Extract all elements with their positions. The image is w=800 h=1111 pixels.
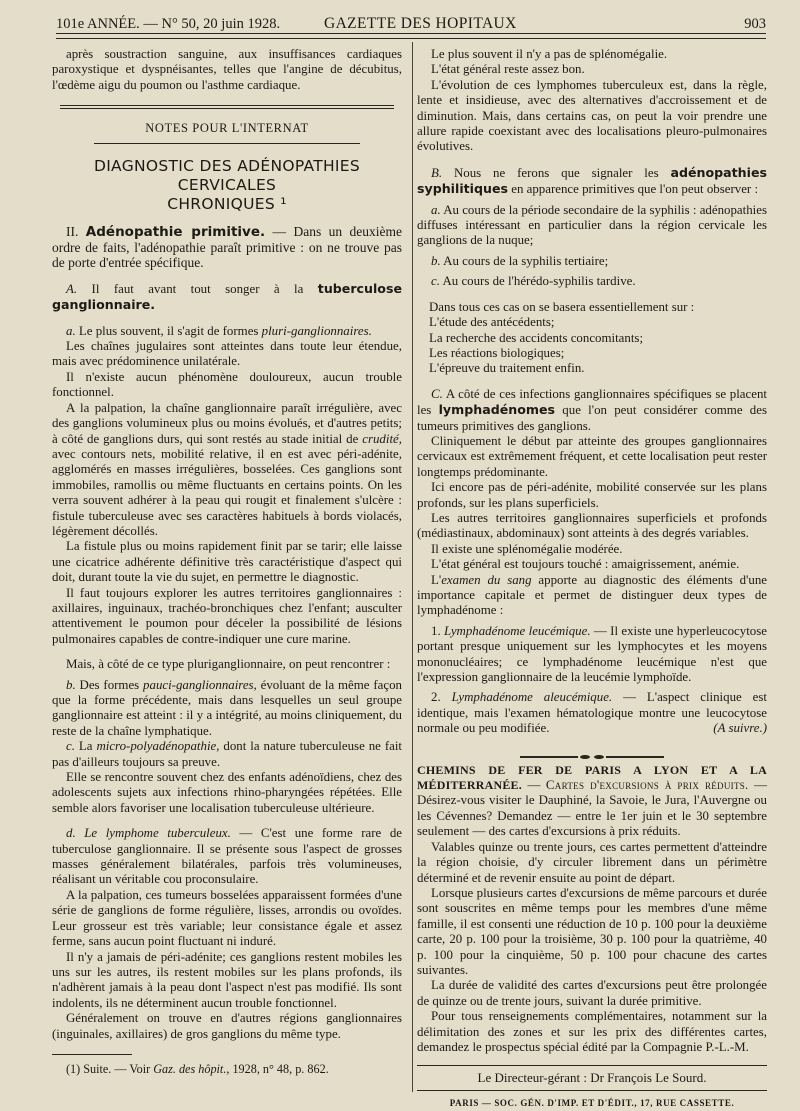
paragraph: L'état général est toujours touché : amaigrissement, anémie.	[431, 557, 740, 572]
section-name: Adénopathie primitive.	[85, 223, 266, 240]
footnote-italic: Gaz. des hôpit.,	[153, 1061, 230, 1076]
paragraph: Les autres territoires ganglionnaires superficiels et profonds (médiastinaux, abdominaux) sont atteints à des degrés variables.	[417, 510, 767, 541]
item-rc-label: c.	[431, 274, 440, 289]
item-1-text: — Il existe une hyperleucocytose portant presque uniquement sur les lymphocytes et les moyens mononucléaires; ce lymphadénome leucémique n'est que l'expression ganglionnaire de la leucémie lymphoïde.	[417, 623, 767, 685]
item-a-text: Le plus souvent, il s'agit de formes	[75, 323, 262, 338]
to-be-continued	[699, 721, 767, 736]
footnote-text: (1) Suite. — Voir	[66, 1061, 154, 1076]
paragraph: Elle se rencontre souvent chez des enfants adénoïdiens, chez des adolescents sujets aux infections rhino-pharyngées répétées. Elle semble alors favoriser une localisation tuberculeuse ultérieure.	[52, 770, 402, 815]
paragraph: Il existe une splénomégalie modérée.	[431, 541, 623, 556]
paragraph-italic: examen du sang	[441, 572, 532, 587]
item-b-label: b.	[66, 677, 76, 692]
railway-text: — Désirez-vous visiter le Dauphiné, la Savoie, le Jura, l'Auvergne ou les Cévennes? Demandez — entre le 1er juin et le 30 septembre seulement — des cartes d'excursions à prix réduits.	[417, 778, 767, 839]
right-column	[417, 47, 767, 1111]
item-a-label: a.	[66, 323, 76, 338]
subsection-b-bold: adénopathies syphilitiques	[417, 164, 767, 197]
paragraph: Ici encore pas de péri-adénite, mobilité conservée sur les plans profonds, sur les plans superficiels.	[417, 480, 767, 510]
subsection-b	[417, 165, 767, 198]
subsection-c-bold: lymphadénomes	[438, 402, 556, 418]
paragraph: Il faut toujours explorer les autres territoires ganglionnaires : axillaires, inguinaux, trachéo-bronchiques chez l'enfant; ausculter attentivement le poumon pour déceler la possibilité de lésions pulmonaires capables de contre-indiquer une cure marine.	[52, 585, 402, 646]
item-d-italic: Le lymphome tuberculeux.	[84, 826, 231, 841]
paragraph: La durée de validité des cartes d'excursions peut être prolongée de quinze ou de trente jours, suivant la durée primitive.	[417, 978, 767, 1008]
director-rule	[417, 1090, 767, 1091]
item-rb	[417, 254, 767, 269]
paragraph	[52, 401, 402, 540]
railway-subtitle: Cartes d'excursions à prix réduits.	[545, 778, 749, 793]
item-1-italic: Lymphadénome leucémique.	[444, 623, 591, 638]
director-line	[417, 1065, 767, 1085]
footnote-text: 1928, n° 48, p. 862.	[229, 1061, 329, 1076]
paragraph: Il n'existe aucun phénomène douloureux, aucun trouble fonctionnel.	[52, 369, 402, 400]
list-item: L'étude des antécédents;	[429, 315, 555, 330]
paragraph-italic: crudité	[362, 431, 399, 446]
notes-underline	[94, 143, 360, 144]
notes-top-rule-wrap	[52, 105, 402, 143]
page-number: 903	[744, 16, 766, 32]
railway-title: CHEMINS DE FER DE PARIS A LYON ET A LA MÉDITERRANÉE.	[417, 762, 767, 793]
subsection-b-text: Nous ne ferons que signaler les	[442, 165, 671, 180]
item-a	[52, 324, 402, 339]
column-divider	[412, 42, 413, 1092]
paragraph: Valables quinze ou trente jours, ces cartes permettent d'atteindre la région choisie, d'y circuler librement dans un périmètre déterminé et de revenir ensuite au point de départ.	[417, 839, 767, 885]
paragraph: L'évolution de ces lymphomes tuberculeux est, dans la règle, lente et insidieuse, avec des alternatives d'accroissement et de diminution. Mais, dans certains cas, on peut la voir prendre une allure rapide coexistant avec des localisations pleuro-pulmonaires évolutives.	[417, 77, 767, 154]
subsection-b-label: B.	[431, 165, 443, 180]
paragraph: La fistule plus ou moins rapidement finit par se tarir; elle laisse une cicatrice adhérente définitive très caractéristique d'aspect qui doit, durant toute la vie du sujet, en permettre le diagnostic.	[52, 539, 402, 585]
subsection-a-bold: tuberculose ganglionnaire.	[52, 280, 402, 313]
item-2-num: 2.	[431, 690, 441, 705]
item-ra	[417, 203, 767, 249]
item-d-text: — C'est une forme rare de tuberculose ganglionnaire. Il se présente sous l'aspect de grosses masses généralement bilatérales, parfois très volumineuses, réalisant un véritable cou proconsulaire.	[52, 826, 402, 887]
paragraph-text: , avec contours nets, mobilité relative, il en est avec péri-adénite, agglomérés en masses irrégulières, bosselées. Ces ganglions sont immobiles, ramollis ou même fluctuants en certains points. On les verra souvent adhérer à la peau qui rougit et finalement s'ulcère : fistule tuberculeuse avec ses caractères habituels à bords violacés, légèrement décollés.	[52, 431, 402, 538]
item-2-italic: Lymphadénome aleucémique.	[451, 690, 613, 705]
item-b-text: évoluant de la même façon que la forme précédente, mais dans lesquelles un seul groupe ganglionnaire est atteint : il y a intégrité, au moins cliniquement, du reste de la chaîne lymphatique.	[52, 677, 402, 738]
paragraph: Les chaînes jugulaires sont atteintes dans toute leur étendue, mais avec prédominence unilatérale.	[52, 339, 402, 369]
item-a-italic: pluri-ganglionnaires.	[261, 323, 372, 338]
subsection-c-text: A côté de ces infections ganglionnaires spécifiques se placent les	[417, 386, 767, 418]
director-text: Le Directeur-gérant : Dr François Le Sourd.	[477, 1070, 707, 1086]
list-item: Dans tous ces cas on se basera essentiellement sur :	[429, 299, 695, 314]
notes-title: NOTES POUR L'INTERNAT	[145, 121, 309, 136]
item-rb-text: Au cours de la syphilis tertiaire;	[440, 253, 609, 268]
subsection-c	[417, 387, 767, 434]
article-title-line-2: CHRONIQUES ¹	[167, 194, 287, 213]
item-c-text: La	[74, 739, 97, 754]
paragraph: L'état général reste assez bon.	[431, 62, 585, 77]
left-column	[52, 47, 402, 1077]
paragraph: Généralement on trouve en d'autres régions ganglionnaires (inguinales, axillaires) de gros ganglions du même type.	[52, 1011, 402, 1041]
to-be-continued-text: (A suivre.)	[713, 721, 767, 736]
item-ra-text: Au cours de la période secondaire de la syphilis : adénopathies diffuses intéressant en particulier dans la région cervicale les ganglions de la nuque;	[417, 202, 767, 248]
paragraph: Le plus souvent il n'y a pas de splénomégalie.	[431, 47, 668, 61]
item-rc	[417, 274, 767, 289]
item-d-label: d.	[66, 826, 76, 841]
paragraph: Lorsque plusieurs cartes d'excursions de même parcours et durée sont souscrites en même temps pour les membres d'une même famille, il est consenti une réduction de 10 p. 100 pour la deuxième carte, 20 p. 100 pour la troisième, 30 p. 100 pour la quatrième, 40 p. 100 pour la cinquième, 50 p. 100 pour chacune des cartes suivantes.	[417, 885, 767, 977]
subsection-a	[52, 281, 402, 314]
issue-info: 101e ANNÉE. — N° 50, 20 juin 1928.	[56, 16, 281, 32]
subsection-b-text: en apparence primitives que l'on peut observer :	[508, 182, 759, 197]
paragraph	[417, 573, 767, 619]
subsection-c-label: C.	[431, 386, 443, 401]
item-c-italic: micro-polyadénopathie,	[96, 739, 220, 754]
paragraph-text: apporte au diagnostic des éléments d'une importance capitale et permet de distinguer deux types de lymphadénome :	[417, 572, 767, 618]
article-title	[52, 157, 402, 214]
paragraph-text: L'	[431, 572, 442, 587]
notes-rule	[60, 105, 394, 109]
criteria-list	[417, 300, 767, 377]
item-rc-text: Au cours de l'hérédo-syphilis tardive.	[439, 274, 636, 289]
railway-notice: CHEMINS DE FER DE PARIS A LYON ET A LA MÉDITERRANÉE. — Cartes d'excursions à prix réduits. — Désirez-vous visiter le Dauphiné, la Savoie, le Jura, l'Auvergne ou les Cévennes? Demandez — entre le 1er juin et le 30 septembre seulement — des cartes d'excursions à prix réduits.	[417, 762, 767, 839]
item-b	[52, 678, 402, 740]
item-b-text: Des formes	[75, 677, 144, 692]
item-ra-label: a.	[431, 202, 441, 217]
section-number: II.	[66, 223, 79, 239]
section-ornament	[417, 749, 767, 755]
paragraph: Mais, à côté de ce type pluriganglionnaire, on peut rencontrer :	[66, 657, 391, 672]
subsection-a-text: Il faut avant tout songer à la	[77, 281, 318, 296]
footnote-rule	[52, 1054, 132, 1055]
item-c-text: dont la nature tuberculeuse ne fait pas d'ailleurs toujours sa preuve.	[52, 739, 403, 769]
paragraph: A la palpation, ces tumeurs bosselées apparaissent formées d'une série de ganglions de forme régulière, lisses, arrondis ou ovoïdes. Leur grosseur est très variable; leur consistance égale et assez ferme, sans aucun point fluctuant ni induré.	[52, 887, 402, 949]
list-item: Les réactions biologiques;	[429, 345, 565, 360]
article-title-line-1: DIAGNOSTIC DES ADÉNOPATHIES CERVICALES	[93, 156, 361, 194]
paragraph: Il n'y a jamais de péri-adénite; ces ganglions restent mobiles les uns sur les autres, ils restent mobiles sur les plans profonds, ils n'adhèrent jamais à la peau dont l'aspect n'est pas modifié. Ils sont indolents, ils ne déterminent aucun trouble fonctionnel.	[52, 949, 402, 1010]
item-2	[417, 690, 767, 736]
item-c-label: c.	[66, 739, 75, 754]
footnote	[52, 1062, 402, 1077]
item-1-num: 1.	[431, 623, 441, 638]
publication-title: GAZETTE DES HOPITAUX	[324, 15, 517, 32]
paragraph-text: A la palpation, la chaîne ganglionnaire paraît irrégulière, avec des ganglions volumineux plus ou moins évolués, et d'autres petits; à côté de ganglions durs, qui sont restés au stade initial de	[52, 400, 402, 446]
item-b-italic: pauci-ganglionnaires,	[143, 677, 257, 692]
printer-line: PARIS — SOC. GÉN. D'IMP. ET D'ÉDIT., 17, RUE CASSETTE.	[449, 1097, 735, 1108]
item-2-text: — L'aspect clinique est identique, mais l'examen hématologique montre une leucocytose normale ou peu modifiée.	[417, 690, 767, 736]
paragraph: Cliniquement le début par atteinte des groupes ganglionnaires cervicaux est extrêmement fréquent, et cette localisation peut rester longtemps prédominante.	[417, 433, 767, 479]
item-rb-label: b.	[431, 253, 441, 268]
item-d	[52, 826, 402, 888]
section-text: — Dans un deuxième ordre de faits, l'adénopathie paraît primitive : on ne trouve pas de porte d'entrée spécifique.	[52, 223, 402, 271]
subsection-a-label: A.	[66, 281, 78, 296]
item-c	[52, 739, 402, 770]
list-item: La recherche des accidents concomitants;	[429, 330, 644, 345]
header-rule	[56, 33, 766, 39]
intro-paragraph: après soustraction sanguine, aux insuffisances cardiaques paroxystique et dyspnéisantes, telles que l'angine de décubitus, l'œdème aigu du poumon ou l'asthme cardiaque.	[52, 47, 402, 92]
item-1	[417, 624, 767, 686]
section-paragraph	[52, 224, 402, 271]
paragraph: Pour tous renseignements complémentaires, notamment sur la délimitation des zones et sur les prix des différentes cartes, demandez le prospectus spécial édité par la Compagnie P.-L.-M.	[417, 1009, 767, 1054]
list-item: L'épreuve du traitement enfin.	[429, 361, 585, 376]
subsection-c-text: que l'on peut considérer comme des tumeurs primitives des ganglions.	[417, 403, 767, 433]
